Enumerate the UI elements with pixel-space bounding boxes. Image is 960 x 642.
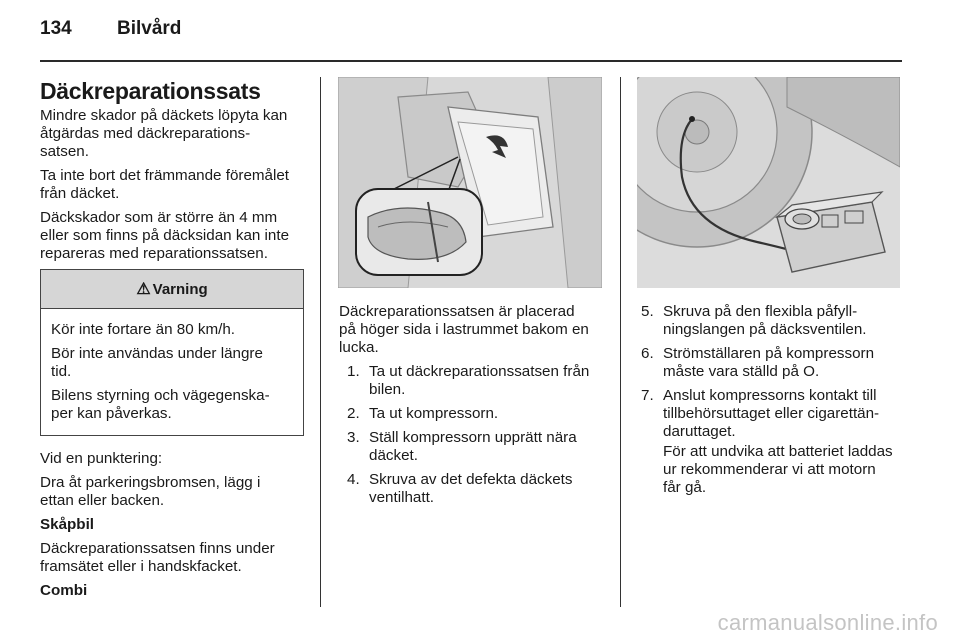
text-line: åtgärdas med däckreparations- — [40, 125, 251, 143]
text-line: satsen. — [40, 143, 89, 161]
step-number: 6. — [641, 345, 654, 362]
middle-column — [339, 303, 607, 513]
warning-header — [41, 270, 303, 309]
step-number: 5. — [641, 303, 654, 320]
step-text: Strömställaren på kompressorn — [663, 345, 875, 362]
text-line: ur rekommenderar vi att motorn — [663, 461, 876, 478]
step-text: tillbehörsuttaget eller cigarettän- — [663, 405, 880, 422]
step-text: Ta ut däckreparationssatsen från — [369, 363, 590, 380]
text-line: Bör inte användas under längre — [51, 345, 263, 363]
step-text: Ställ kompressorn upprätt nära — [369, 429, 577, 446]
step-text: bilen. — [369, 381, 406, 398]
step-item — [641, 387, 903, 441]
page-number: 134 — [40, 18, 72, 39]
step-item — [641, 303, 903, 339]
step-number: 2. — [347, 405, 360, 422]
text-line: från däcket. — [40, 185, 120, 203]
text-line: Mindre skador på däckets löpyta kan — [40, 107, 288, 125]
step-number: 7. — [641, 387, 654, 404]
right-column — [641, 303, 903, 497]
column-divider — [320, 77, 321, 607]
warning-body — [41, 309, 303, 435]
steps-list — [641, 303, 903, 441]
damage-paragraph — [40, 209, 305, 263]
compressor-illustration — [637, 77, 900, 288]
warning-handling — [51, 387, 293, 423]
step-text: Skruva på den flexibla påfyll- — [663, 303, 858, 320]
cargo-kit-drawing — [338, 77, 602, 288]
header-rule — [40, 60, 902, 62]
step-text: däcket. — [369, 447, 418, 464]
step-text: ningslangen på däcksventilen. — [663, 321, 867, 338]
text-line: Däckskador som är större än 4 mm — [40, 209, 278, 227]
text-line: lucka. — [339, 339, 379, 356]
compressor-drawing — [637, 77, 900, 288]
step-number: 1. — [347, 363, 360, 380]
column-divider — [620, 77, 621, 607]
van-heading: Skåpbil — [40, 516, 95, 534]
left-column — [40, 78, 305, 606]
text-line: Ta inte bort det främmande föremålet — [40, 167, 290, 185]
step-item — [347, 405, 607, 423]
text-line: ettan eller backen. — [40, 492, 165, 510]
warning-duration — [51, 345, 293, 381]
warning-speed: Kör inte fortare än 80 km/h. — [51, 321, 236, 339]
brake-paragraph — [40, 474, 305, 510]
text-line: per kan påverkas. — [51, 405, 172, 423]
warning-title: Varning — [152, 280, 208, 298]
watermark: carmanualsonline.info — [717, 610, 938, 635]
step-text: Ta ut kompressorn. — [369, 405, 499, 422]
step-text: Skruva av det defekta däckets — [369, 471, 573, 488]
kit-location-paragraph — [339, 303, 607, 357]
warning-triangle-icon: ⚠ — [136, 281, 151, 299]
section-title: Däckreparationssats — [40, 78, 261, 104]
remove-paragraph — [40, 167, 305, 203]
step-text: måste vara ställd på O. — [663, 363, 820, 380]
step-number: 3. — [347, 429, 360, 446]
battery-note — [641, 443, 903, 497]
text-line: Däckreparationssatsen finns under — [40, 540, 275, 558]
step-text: Anslut kompressorns kontakt till — [663, 387, 877, 404]
text-line: repareras med reparationssatsen. — [40, 245, 268, 263]
cargo-kit-illustration — [338, 77, 602, 288]
step-item — [347, 429, 607, 465]
step-text: daruttaget. — [663, 423, 736, 440]
text-line: Däckreparationssatsen är placerad — [339, 303, 575, 320]
step-number: 4. — [347, 471, 360, 488]
step-text: ventilhatt. — [369, 489, 435, 506]
text-line: får gå. — [663, 479, 707, 496]
chapter-title: Bilvård — [117, 18, 182, 39]
text-line: tid. — [51, 363, 72, 381]
puncture-text: Vid en punktering: — [40, 450, 163, 468]
text-line: Bilens styrning och vägegenska- — [51, 387, 270, 405]
warning-box — [40, 269, 304, 436]
intro-paragraph — [40, 107, 305, 161]
van-paragraph — [40, 540, 305, 576]
step-item — [641, 345, 903, 381]
text-line: Dra åt parkeringsbromsen, lägg i — [40, 474, 261, 492]
text-line: eller som finns på däcksidan kan inte — [40, 227, 290, 245]
text-line: För att undvika att batteriet laddas — [663, 443, 893, 460]
text-line: framsätet eller i handskfacket. — [40, 558, 242, 576]
step-item — [347, 363, 607, 399]
steps-list — [339, 363, 607, 507]
text-line: på höger sida i lastrummet bakom en — [339, 321, 589, 338]
step-item — [347, 471, 607, 507]
combi-heading: Combi — [40, 582, 88, 600]
